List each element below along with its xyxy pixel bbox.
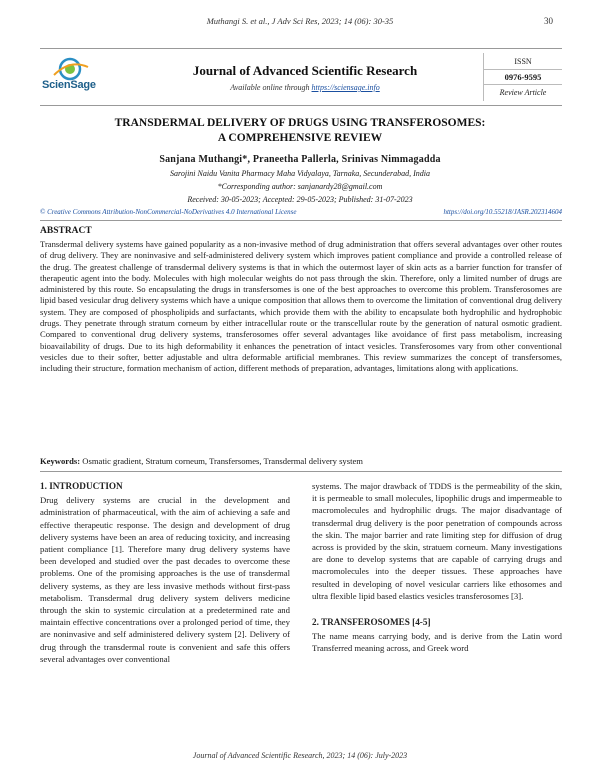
affiliation: Sarojini Naidu Vanita Pharmacy Maha Vidyalaya, Tarnaka, Secunderabad, India: [170, 169, 430, 178]
license-link[interactable]: © Creative Commons Attribution-NonCommercial-NoDerivatives 4.0 International License: [40, 208, 297, 216]
introduction-paragraph: Drug delivery systems are crucial in the development and administration of pharmaceutical, with the aim of achieving a safe and effective therapeutic response. The design and development of drug delivery systems have been an area of reducing toxicity, and increasing patient compliance [1]. Therefore many drug delivery systems have been developed and studied over the past decades to overcome these problems. One of the promising approaches is the use of transdermal delivery systems, as they are less invasive methods without first-pass metabolism. Transdermal drug delivery system delivers medicine through the skin to systemic circulation at a predetermined rate and maintain effective concentrations over a prolonged period of time, they are noninvasive and self administered delivery system [2]. Delivery of drug through the transdermal route is convenient and safe this offers several advantages over conventional: [40, 495, 290, 664]
title-line-2: A COMPREHENSIVE REVIEW: [217, 132, 383, 144]
journal-title: Journal of Advanced Scientific Research: [192, 63, 418, 78]
keywords: [40, 456, 562, 472]
issn-box: [483, 53, 562, 101]
paper-title: [0, 116, 600, 146]
issn-label: ISSN: [514, 57, 532, 66]
page-number: 30: [544, 16, 553, 26]
logo-icon: [40, 55, 135, 99]
running-header: Muthangi S. et al., J Adv Sci Res, 2023; 14 (06): 30-35: [206, 16, 394, 26]
license-row: [40, 208, 562, 221]
keywords-list: Osmatic gradient, Stratum corneum, Transfersomes, Transdermal delivery system: [82, 456, 363, 466]
issn-value: 0976-9595: [484, 69, 562, 85]
column-left: [40, 480, 290, 665]
title-line-1: TRANSDERMAL DELIVERY OF DRUGS USING TRANSFEROSOMES:: [114, 117, 486, 129]
doi-link[interactable]: https://doi.org/10.55218/JASR.202314604: [443, 208, 562, 216]
authors: Sanjana Muthangi*, Praneetha Pallerla, Srinivas Nimmagadda: [159, 154, 441, 165]
logo-text: ScienSage: [42, 79, 96, 91]
article-type: Review Article: [499, 88, 547, 97]
column-right: [312, 480, 562, 655]
transferosomes-paragraph: The name means carrying body, and is derive from the Latin word Transferred meaning across, and Greek word: [312, 631, 562, 654]
abstract-heading: ABSTRACT: [40, 226, 92, 236]
introduction-paragraph-continued: systems. The major drawback of TDDS is the permeability of the skin, it is permeable to small molecules, lipophilic drugs and impermeable to macromolecules and hydrophilic drugs. The major disadvantage of transdermal drug delivery is the poor penetration of compounds across the skin. The major barrier and rate limiting step for diffusion of drug across is provided by the skin, stratuem corneum. Many investigations are done to develop systems that are capable of carrying drugs and macromolecules into the deeper tissues. These approaches have resulted in developing of novel vesicular carriers like ethosomes and ultra flexible lipid based elastics vesicles transferosomes [3].: [312, 481, 562, 601]
online-availability: [160, 83, 450, 92]
journal-website-link[interactable]: https://sciensage.info: [311, 83, 380, 92]
page-footer: Journal of Advanced Scientific Research, 2023; 14 (06): July-2023: [192, 751, 408, 760]
article-dates: Received: 30-05-2023; Accepted: 29-05-2023; Published: 31-07-2023: [187, 195, 413, 204]
keywords-label: Keywords:: [40, 456, 81, 466]
section-heading-transferosomes: 2. TRANSFEROSOMES [4-5]: [312, 617, 431, 628]
sciensage-logo: [40, 55, 135, 99]
section-heading-introduction: 1. INTRODUCTION: [40, 481, 123, 491]
corresponding-author: *Corresponding author: sanjanardy28@gmail.com: [217, 182, 383, 191]
online-prefix: Available online through: [230, 83, 310, 92]
abstract-text: Transdermal delivery systems have gained popularity as a non-invasive method of drug administration that offers several advantages over other routes of drug delivery. They are noninvasive and self-administered delivery system which improves patient compliance and provide a controlled release of the drug. The greatest challenge of transdermal delivery systems is that in which the outermost layer of skin acts as a barrier function for transfer of therapeutic agent into the body. Molecules with high molecular weights do not pass through the skin. Therefore, only a limited number of drugs are administered by this route. So encapsulating the drugs in transfersomes is one of the best approaches to overcome this problem. Transferosomes are lipid based vesicular drug delivery systems which have a unique composition that allows them to overcome the limitation of conventional drug delivery system. They are composed of phospholipids and surfactants, which provide them with the ability to encapsulate both hydrophilic and hydrophobic drugs. They penetrate through stratum corneum by either intracellular route or the transcellular route by the generation of natural osmotic gradient. Compared to conventional drug delivery systems, transferosomes offer several advantages like avoidance of first pass metabolism, increasing bioavailability of drugs. Due to its high deformability it enhances the penetration of intact vesicles. Transferosomes vary from other conventional vesicles due to their softer, better adjustable and ultra deformable artificial membranes. This review summarizes the concept of transfersomes, including their structure, formation mechanism of action, different methods of preparation, advantages, limitations along with applications.: [40, 239, 562, 374]
masthead: [40, 48, 562, 106]
